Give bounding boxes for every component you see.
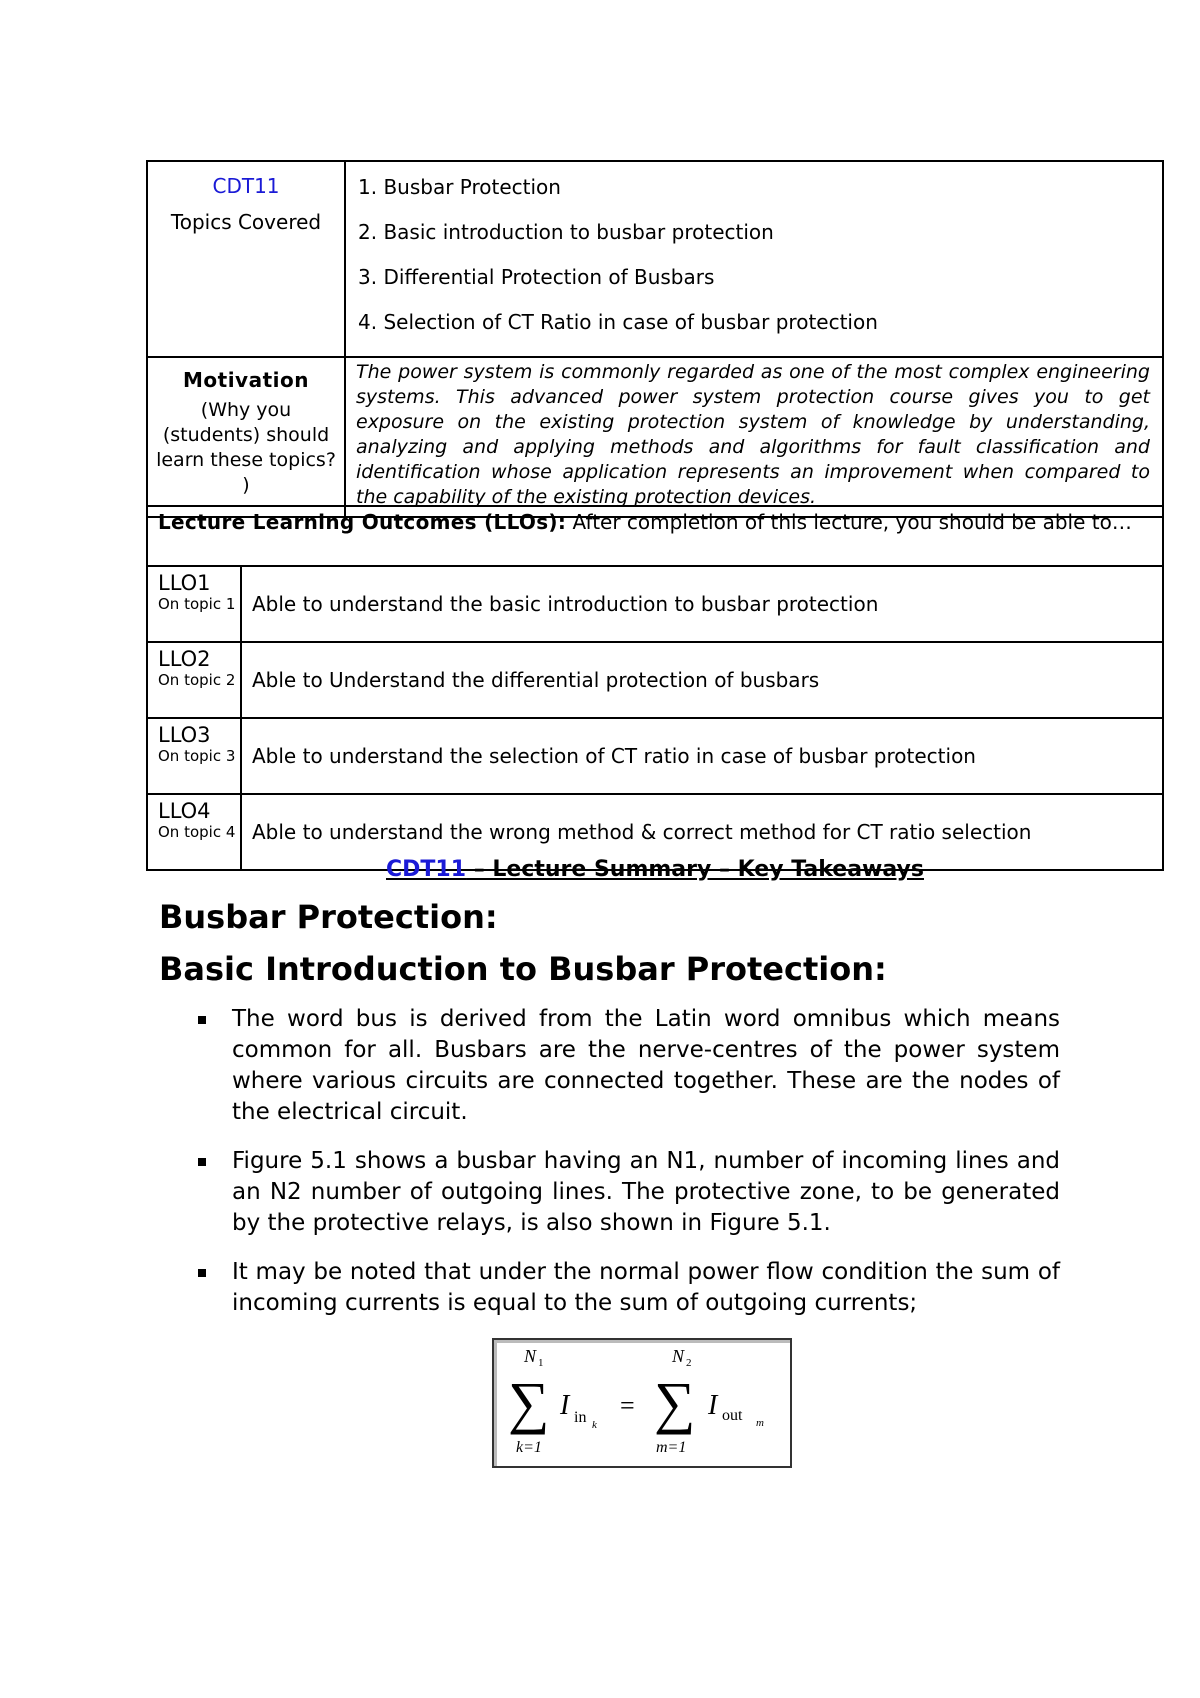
lhs-lower-limit: k=1: [516, 1439, 542, 1456]
lhs-term-sub: in: [574, 1409, 587, 1426]
topic-item: 1. Busbar Protection: [358, 175, 561, 199]
llo-row: [147, 718, 1163, 794]
square-bullet-icon: [198, 1269, 206, 1277]
motivation-row: [147, 357, 1163, 517]
subsection-heading: Basic Introduction to Busbar Protection:: [159, 950, 887, 988]
topic-item: 3. Differential Protection of Busbars: [358, 265, 715, 289]
llo-topic: On topic 4: [158, 823, 236, 841]
bullet-item: [198, 1257, 1060, 1319]
llo-code: LLO1: [158, 571, 211, 595]
motivation-text: The power system is commonly regarded as one of the most complex engineering systems. This advanced power system protection course gives you to get exposure on the existing protection system of knowledge by understanding, analyzing and applying methods and algorithms for fault classification and identification whose application represents an improvement when compared to the capability of the existing protection devices.: [345, 357, 1163, 517]
lhs-sigma-icon: ∑: [508, 1370, 550, 1435]
llo-topic: On topic 2: [158, 671, 236, 689]
llo-label: Lecture Learning Outcomes (LLOs):: [158, 510, 567, 534]
bullet-text: Figure 5.1 shows a busbar having an N1, number of incoming lines and an N2 number of outgoing lines. The protective zone, to be generated by the protective relays, is also shown in Figure 5.1.: [232, 1148, 1060, 1236]
topics-label-cell: [147, 161, 345, 357]
llo-header-row: [147, 506, 1163, 566]
lhs-upper-limit: N: [524, 1346, 537, 1366]
llo-code: LLO4: [158, 799, 211, 823]
llo-row: [147, 642, 1163, 718]
llo-topic: On topic 1: [158, 595, 236, 613]
bullet-text: It may be noted that under the normal power flow condition the sum of incoming currents is equal to the sum of outgoing currents;: [232, 1259, 1060, 1316]
motivation-subtitle: (Why you (students) should learn these topics? ): [156, 399, 336, 496]
llo-id-cell: [147, 566, 241, 642]
motivation-title: Motivation: [183, 368, 309, 392]
llo-id-cell: [147, 718, 241, 794]
llo-id-cell: [147, 642, 241, 718]
llo-description: Able to understand the basic introduction to busbar protection: [241, 566, 1163, 642]
lhs-term: I: [560, 1390, 570, 1421]
lecture-info-table: [146, 160, 1164, 518]
section-heading: Busbar Protection:: [159, 898, 498, 936]
topic-item: 2. Basic introduction to busbar protection: [358, 220, 774, 244]
summary-code-link[interactable]: CDT11: [386, 857, 467, 882]
rhs-term-sub: out: [722, 1407, 743, 1424]
equation-graphic: [494, 1340, 790, 1466]
bullet-list: [198, 1004, 1060, 1337]
topic-list: [346, 162, 1162, 334]
bullet-item: [198, 1146, 1060, 1239]
rhs-upper-limit: N: [672, 1346, 685, 1366]
llo-code: LLO3: [158, 723, 211, 747]
llo-description: Able to understand the wrong method & correct method for CT ratio selection: [241, 794, 1163, 870]
rhs-lower-limit: m=1: [656, 1439, 687, 1456]
llo-row: [147, 566, 1163, 642]
topics-covered-label: Topics Covered: [170, 210, 322, 234]
square-bullet-icon: [198, 1016, 206, 1024]
llo-header-cell: [147, 506, 1163, 566]
llo-description: Able to Understand the differential protection of busbars: [241, 642, 1163, 718]
llo-table: [146, 505, 1164, 871]
bullet-item: [198, 1004, 1060, 1128]
llo-description: Able to understand the selection of CT ratio in case of busbar protection: [241, 718, 1163, 794]
rhs-term-subsub: m: [756, 1417, 764, 1429]
summary-title: – Lecture Summary – Key Takeaways: [466, 857, 924, 882]
topics-list-cell: [345, 161, 1163, 357]
lhs-term-subsub: k: [592, 1419, 597, 1431]
topics-row: [147, 161, 1163, 357]
llo-code: LLO2: [158, 647, 211, 671]
motivation-label-cell: [147, 357, 345, 517]
equals-sign: =: [620, 1391, 635, 1420]
bullet-text: The word bus is derived from the Latin word omnibus which means common for all. Busbars are the nerve-centres of the power system where various circuits are connected together. These are the nodes of the electrical circuit.: [232, 1006, 1060, 1125]
rhs-term: I: [708, 1390, 718, 1421]
rhs-sigma-icon: ∑: [654, 1370, 696, 1435]
square-bullet-icon: [198, 1158, 206, 1166]
llo-intro: After completion of this lecture, you should be able to…: [572, 510, 1132, 534]
course-code-link[interactable]: CDT11: [212, 174, 280, 198]
summary-heading: [146, 857, 1164, 882]
llo-topic: On topic 3: [158, 747, 236, 765]
topic-item: 4. Selection of CT Ratio in case of busbar protection: [358, 310, 878, 334]
rhs-upper-limit-sub: 2: [686, 1357, 692, 1369]
lhs-upper-limit-sub: 1: [538, 1357, 544, 1369]
summation-equation: [492, 1338, 792, 1468]
